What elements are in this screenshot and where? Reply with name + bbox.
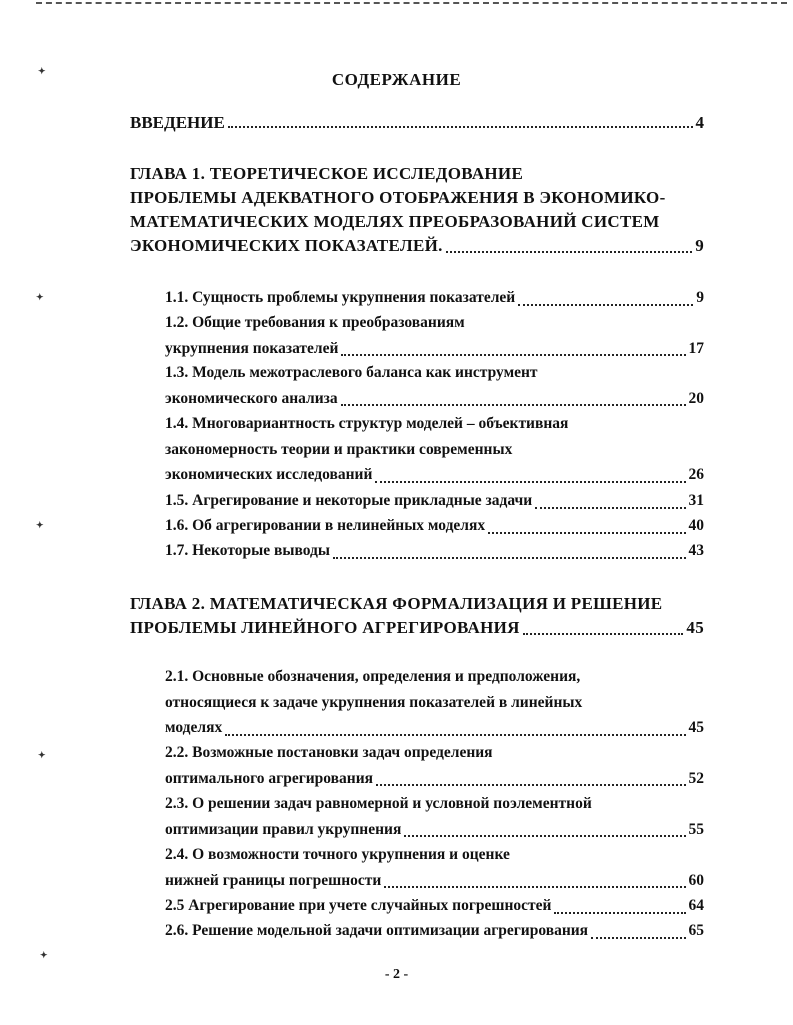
toc-chapter-1-last-line: ЭКОНОМИЧЕСКИХ ПОКАЗАТЕЛЕЙ. [130,236,443,255]
toc-section-line: 2.2. Возможные постановки задач определения [165,744,493,761]
toc-section-line: относящиеся к задаче укрупнения показателей в линейных [165,693,583,711]
toc-section-page: 20 [688,389,704,407]
toc-section-1-4[interactable] [165,411,704,488]
toc-leader-dots [375,481,685,483]
toc-section-line: 1.4. Многовариантность структур моделей – объективная [165,415,569,432]
toc-section-label: нижней границы погрешности [165,871,382,889]
toc-section-label: 1.5. Агрегирование и некоторые прикладные задачи [165,492,533,509]
toc-section-label: 2.5 Агрегирование при учете случайных погрешностей [165,897,552,914]
toc-leader-dots [591,937,685,939]
toc-section-label: экономических исследований [165,466,373,483]
toc-section-line: 2.4. О возможности точного укрупнения и оценке [165,846,510,863]
toc-section-label: укрупнения показателей [165,339,339,357]
toc-section-2-1[interactable] [165,664,704,741]
toc-section-1-2[interactable] [165,310,704,361]
toc-section-line: 2.1. Основные обозначения, определения и предположения, [165,668,581,685]
toc-leader-dots [523,633,684,635]
toc-section-1-3[interactable] [165,360,704,411]
toc-chapter-2-line: ГЛАВА 2. МАТЕМАТИЧЕСКАЯ ФОРМАЛИЗАЦИЯ И РЕШЕНИЕ [130,594,663,613]
toc-section-page: 17 [688,339,704,357]
toc-section-1-7[interactable] [165,538,704,564]
toc-leader-dots [341,354,685,356]
toc-section-label: оптимального агрегирования [165,769,374,787]
toc-section-2-2[interactable] [165,740,704,791]
toc-leader-dots [518,304,693,306]
toc-leader-dots [376,784,685,786]
toc-section-label: 1.1. Сущность проблемы укрупнения показателей [165,289,516,306]
scan-mark: ✦ [40,950,48,960]
toc-section-page: 9 [696,289,704,306]
toc-leader-dots [225,734,685,736]
toc-leader-dots [488,532,685,534]
toc-section-label: экономического анализа [165,389,338,407]
toc-section-page: 65 [688,922,704,939]
toc-intro-page: 4 [695,113,704,132]
toc-section-2-4[interactable] [165,842,704,893]
toc-section-page: 40 [688,517,704,534]
toc-section-page: 55 [688,820,704,838]
toc-leader-dots [554,912,685,914]
toc-section-label: 1.6. Об агрегировании в нелинейных моделях [165,517,486,534]
toc-section-page: 43 [688,542,704,559]
page-title: СОДЕРЖАНИЕ [331,70,462,89]
toc-section-2-5[interactable] [165,893,704,919]
toc-section-page: 31 [688,492,704,509]
toc-section-label: оптимизации правил укрупнения [165,820,402,838]
toc-chapter-2-last-line: ПРОБЛЕМЫ ЛИНЕЙНОГО АГРЕГИРОВАНИЯ [130,618,520,637]
scan-mark: ✦ [36,292,44,302]
toc-section-1-5[interactable] [165,488,704,514]
toc-leader-dots [333,557,686,559]
toc-section-page: 52 [688,769,704,787]
toc-section-label: моделях [165,719,223,736]
toc-chapter-1-line: ПРОБЛЕМЫ АДЕКВАТНОГО ОТОБРАЖЕНИЯ В ЭКОНОМИКО- [130,188,666,207]
toc-chapter-1-line: МАТЕМАТИЧЕСКИХ МОДЕЛЯХ ПРЕОБРАЗОВАНИЙ СИСТЕМ [130,212,660,231]
toc-leader-dots [535,507,685,509]
toc-chapter-2-page: 45 [686,618,704,637]
toc-section-label: 2.6. Решение модельной задачи оптимизации агрегирования [165,922,589,939]
toc-intro-label: ВВЕДЕНИЕ [130,113,225,132]
toc-section-line: 1.3. Модель межотраслевого баланса как инструмент [165,364,538,381]
scan-top-border [36,2,787,4]
toc-section-page: 60 [688,871,704,889]
toc-leader-dots [404,835,685,837]
toc-intro[interactable] [130,113,704,133]
toc-section-2-3[interactable] [165,791,704,842]
toc-chapter-1[interactable] [130,162,704,258]
toc-section-1-1[interactable] [165,285,704,311]
scan-mark: ✦ [38,750,46,760]
toc-section-label: 1.7. Некоторые выводы [165,542,330,559]
toc-chapter-1-page: 9 [695,236,704,255]
toc-leader-dots [446,251,693,253]
toc-leader-dots [228,126,693,128]
toc-section-line: закономерность теории и практики современных [165,440,513,458]
scan-mark: ✦ [38,66,46,76]
toc-leader-dots [341,404,686,406]
toc-chapter-2[interactable] [130,592,704,640]
toc-section-line: 2.3. О решении задач равномерной и условной поэлементной [165,795,592,812]
scan-mark: ✦ [36,520,44,530]
toc-section-1-6[interactable] [165,513,704,539]
toc-leader-dots [384,886,685,888]
toc-section-page: 45 [688,719,704,736]
toc-section-line: 1.2. Общие требования к преобразованиям [165,314,465,331]
toc-section-2-6[interactable] [165,918,704,944]
page-number: - 2 - [384,967,409,982]
toc-chapter-1-line: ГЛАВА 1. ТЕОРЕТИЧЕСКОЕ ИССЛЕДОВАНИЕ [130,164,524,183]
toc-section-page: 64 [688,897,704,914]
toc-section-page: 26 [688,466,704,483]
